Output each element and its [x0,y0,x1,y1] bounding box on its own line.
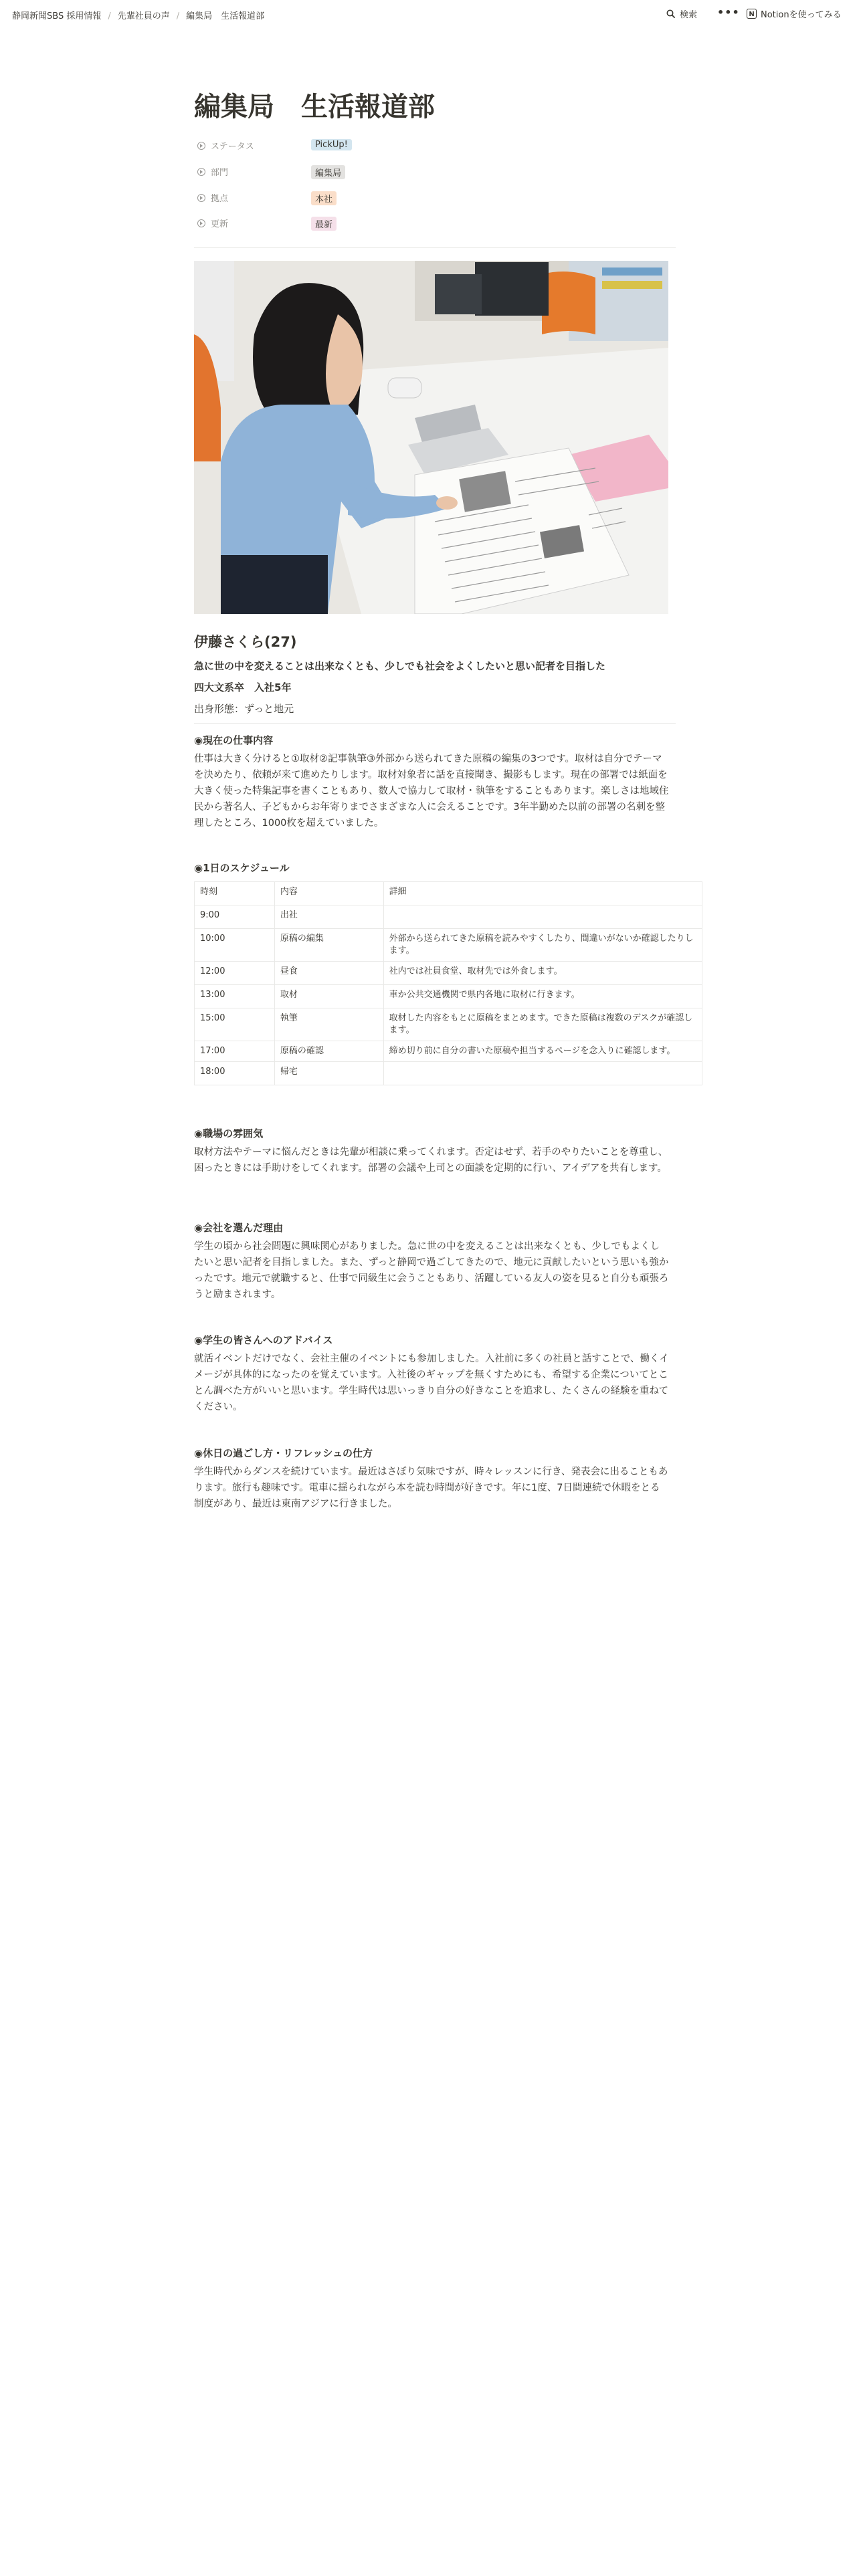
more-options-button[interactable]: ••• [717,6,740,19]
notion-logo-icon: N [747,9,757,19]
time-cell: 9:00 [195,905,275,929]
property-name: 部門 [211,168,229,178]
detail-cell: 締め切り前に自分の書いた原稿や担当するページを念入りに確認します。 [383,1041,702,1062]
employee-hometown: 出身形態：ずっと地元 [194,703,294,715]
section-heading-reason: ◉会社を選んだ理由 [194,1222,284,1234]
time-cell: 13:00 [195,985,275,1008]
time-cell: 18:00 [195,1062,275,1085]
table-row [195,962,702,985]
divider [194,247,676,248]
time-cell: 15:00 [195,1008,275,1041]
section-text-reason: 学生の頃から社会問題に興味関心がありました。急に世の中を変えることは出来なくとも、少しでもよくしたいと思い記者を目指しました。また、ずっと静岡で過ごしてきたので、地元に貢献したいという思いも強かったです。地元で就職すると、仕事で同級生に会うこともあり、活躍している友人の姿を見ると自分も頑張ろうと励まされます。 [194,1241,669,1300]
section-heading-schedule: ◉1日のスケジュール [194,862,290,874]
section-text-holiday: 学生時代からダンスを続けています。最近はさぼり気味ですが、時々レッスンに行き、発表会に出ることもあります。旅行も趣味です。電車に揺られながら本を読む時間が好きです。年に1度、7日間連続で休暇をとる制度があり、最近は東南アジアに行きました。 [194,1467,668,1509]
property-department [194,163,676,181]
section-heading-job: ◉現在の仕事内容 [194,734,274,746]
search-icon [666,9,676,19]
activity-cell: 取材 [274,985,383,1008]
detail-cell: 取材した内容をもとに原稿をまとめます。できた原稿は複数のデスクが確認します。 [383,1008,702,1041]
select-property-icon [197,194,205,202]
divider [194,723,676,724]
top-bar [0,0,859,30]
table-header-cell: 内容 [274,882,383,905]
section-heading-holiday: ◉休日の過ごし方・リフレッシュの仕方 [194,1447,373,1459]
select-property-icon [197,219,205,227]
table-header-cell: 詳細 [383,882,702,905]
schedule-table [194,881,702,1085]
detail-cell [383,1062,702,1085]
time-cell: 10:00 [195,929,275,962]
employee-motto: 急に世の中を変えることは出来なくとも、少しでも社会をよくしたいと思い記者を目指した [194,660,606,672]
breadcrumb-separator: / [176,11,180,21]
section-heading-culture: ◉職場の雰囲気 [194,1128,264,1140]
breadcrumb-item-company[interactable]: 静岡新聞SBS 採用情報 [12,11,102,21]
property-status [194,136,676,155]
employee-school: 四大文系卒 入社5年 [194,681,292,693]
activity-cell: 原稿の編集 [274,929,383,962]
detail-cell: 社内では社員食堂、取材先では外食します。 [383,962,702,985]
select-property-icon [197,168,205,176]
property-location [194,189,676,207]
activity-cell: 昼食 [274,962,383,985]
property-name: ステータス [211,142,254,152]
activity-cell: 出社 [274,905,383,929]
property-updated [194,214,676,233]
detail-cell [383,905,702,929]
activity-cell: 執筆 [274,1008,383,1041]
table-row [195,1041,702,1062]
section-text-culture: 取材方法やテーマに悩んだときは先輩が相談に乗ってくれます。否定はせず、若手のやりたいことを尊重し、困ったときには手助けをしてくれます。部署の会議や上司との面談を定期的に行い、アイデアを共有します。 [194,1147,668,1174]
detail-cell: 外部から送られてきた原稿を読みやすくしたり、間違いがないか確認したりします。 [383,929,702,962]
table-row [195,1008,702,1041]
select-property-icon [197,142,205,150]
time-cell: 12:00 [195,962,275,985]
table-header-cell: 時刻 [195,882,275,905]
table-row [195,905,702,929]
table-row [195,985,702,1008]
breadcrumb [12,9,264,21]
section-text-advice: 就活イベントだけでなく、会社主催のイベントにも参加しました。入社前に多くの社員と話すことで、働くイメージが具体的になったのを覚えています。入社後のギャップを無くすためにも、希望する企業についてとことん調べた方がいいと思います。学生時代は思いっきり自分の好きなことを追求し、たくさんの経験を重ねてください。 [194,1354,669,1412]
detail-cell: 車か公共交通機関で県内各地に取材に行きます。 [383,985,702,1008]
property-name: 拠点 [211,194,229,204]
search-button[interactable] [666,7,697,20]
status-tag[interactable]: PickUp! [311,139,352,150]
property-name: 更新 [211,219,229,229]
page-title: 編集局 生活報道部 [194,92,435,122]
department-tag[interactable]: 編集局 [311,165,345,179]
activity-cell: 帰宅 [274,1062,383,1085]
section-heading-advice: ◉学生の皆さんへのアドバイス [194,1334,333,1346]
breadcrumb-item-current[interactable]: 編集局 生活報道部 [186,11,265,21]
try-notion-button[interactable] [747,7,842,20]
search-label: 検索 [680,10,698,20]
table-row [195,1062,702,1085]
breadcrumb-item-voices[interactable]: 先輩社員の声 [117,11,170,21]
updated-tag[interactable]: 最新 [311,217,337,231]
breadcrumb-separator: / [108,11,111,21]
location-tag[interactable]: 本社 [311,191,337,205]
employee-name: 伊藤さくら(27) [194,634,297,650]
time-cell: 17:00 [195,1041,275,1062]
section-text-job: 仕事は大きく分けると①取材②記事執筆③外部から送られてきた原稿の編集の3つです。取材は自分でテーマを決めたり、依頼が来て進めたりします。取材対象者に話を直接聞き、撮影もします。現在の部署では紙面を大きく使った特集記事を書くこともあり、数人で協力して取材・執筆をすることもあります。楽しさは地域住民から著名人、子どもからお年寄りまでさまざまな人に会えることです。3年半勤めた以前の部署の名刺を整理したところ、1000枚を超えていました。 [194,754,669,829]
table-header-row [195,882,702,905]
profile-photo [194,261,668,614]
try-notion-label: Notionを使ってみる [761,10,842,20]
table-row [195,929,702,962]
activity-cell: 原稿の確認 [274,1041,383,1062]
